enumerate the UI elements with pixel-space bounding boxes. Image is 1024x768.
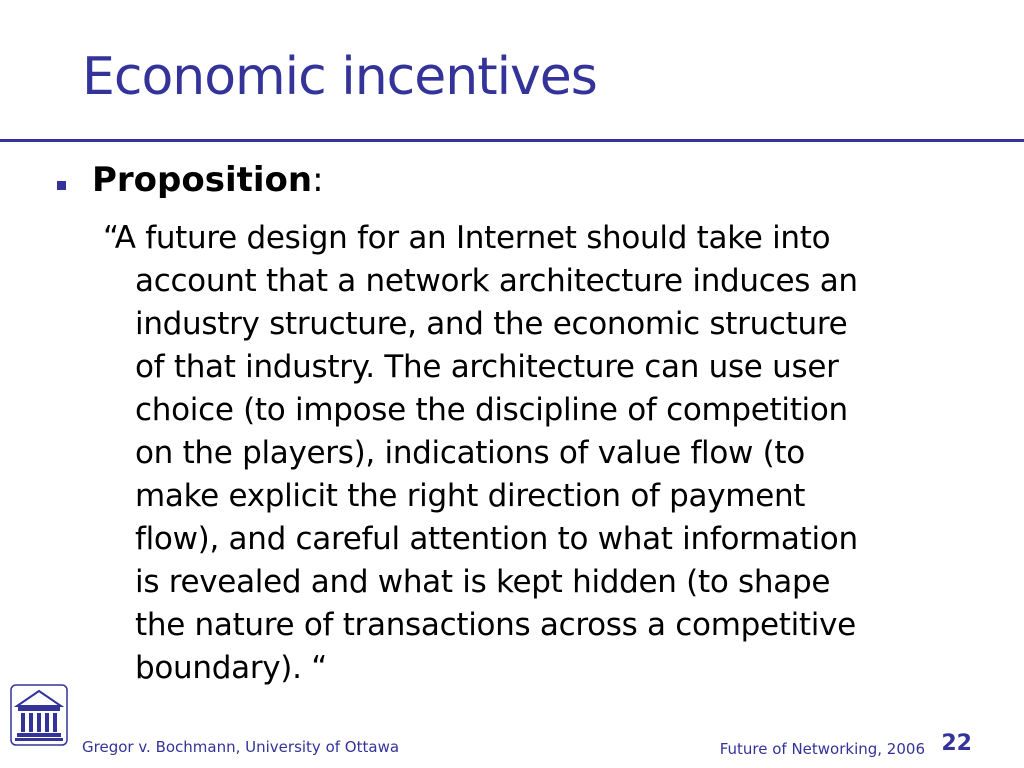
page-number: 22 xyxy=(941,731,972,756)
proposition-label: Proposition xyxy=(92,160,313,200)
slide-title: Economic incentives xyxy=(82,47,597,107)
university-building-icon xyxy=(10,684,68,746)
footer-event: Future of Networking, 2006 xyxy=(719,740,925,758)
bullet-square-icon xyxy=(57,181,66,190)
proposition-quote: “A future design for an Internet should take into account that a network architecture induces an industry structure, and the economic structure of that industry. The architecture can use user choice (to impose the discipline of competition on the players), indications of value flow (to make explicit the right direction of payment flow), and careful attention to what information is revealed and what is kept hidden (to shape the nature of transactions across a competitive boundary). “ xyxy=(103,220,858,686)
footer-author: Gregor v. Bochmann, University of Ottawa xyxy=(82,738,400,756)
proposition-heading xyxy=(92,160,324,201)
proposition-colon: : xyxy=(312,160,324,200)
title-divider xyxy=(0,139,1024,142)
